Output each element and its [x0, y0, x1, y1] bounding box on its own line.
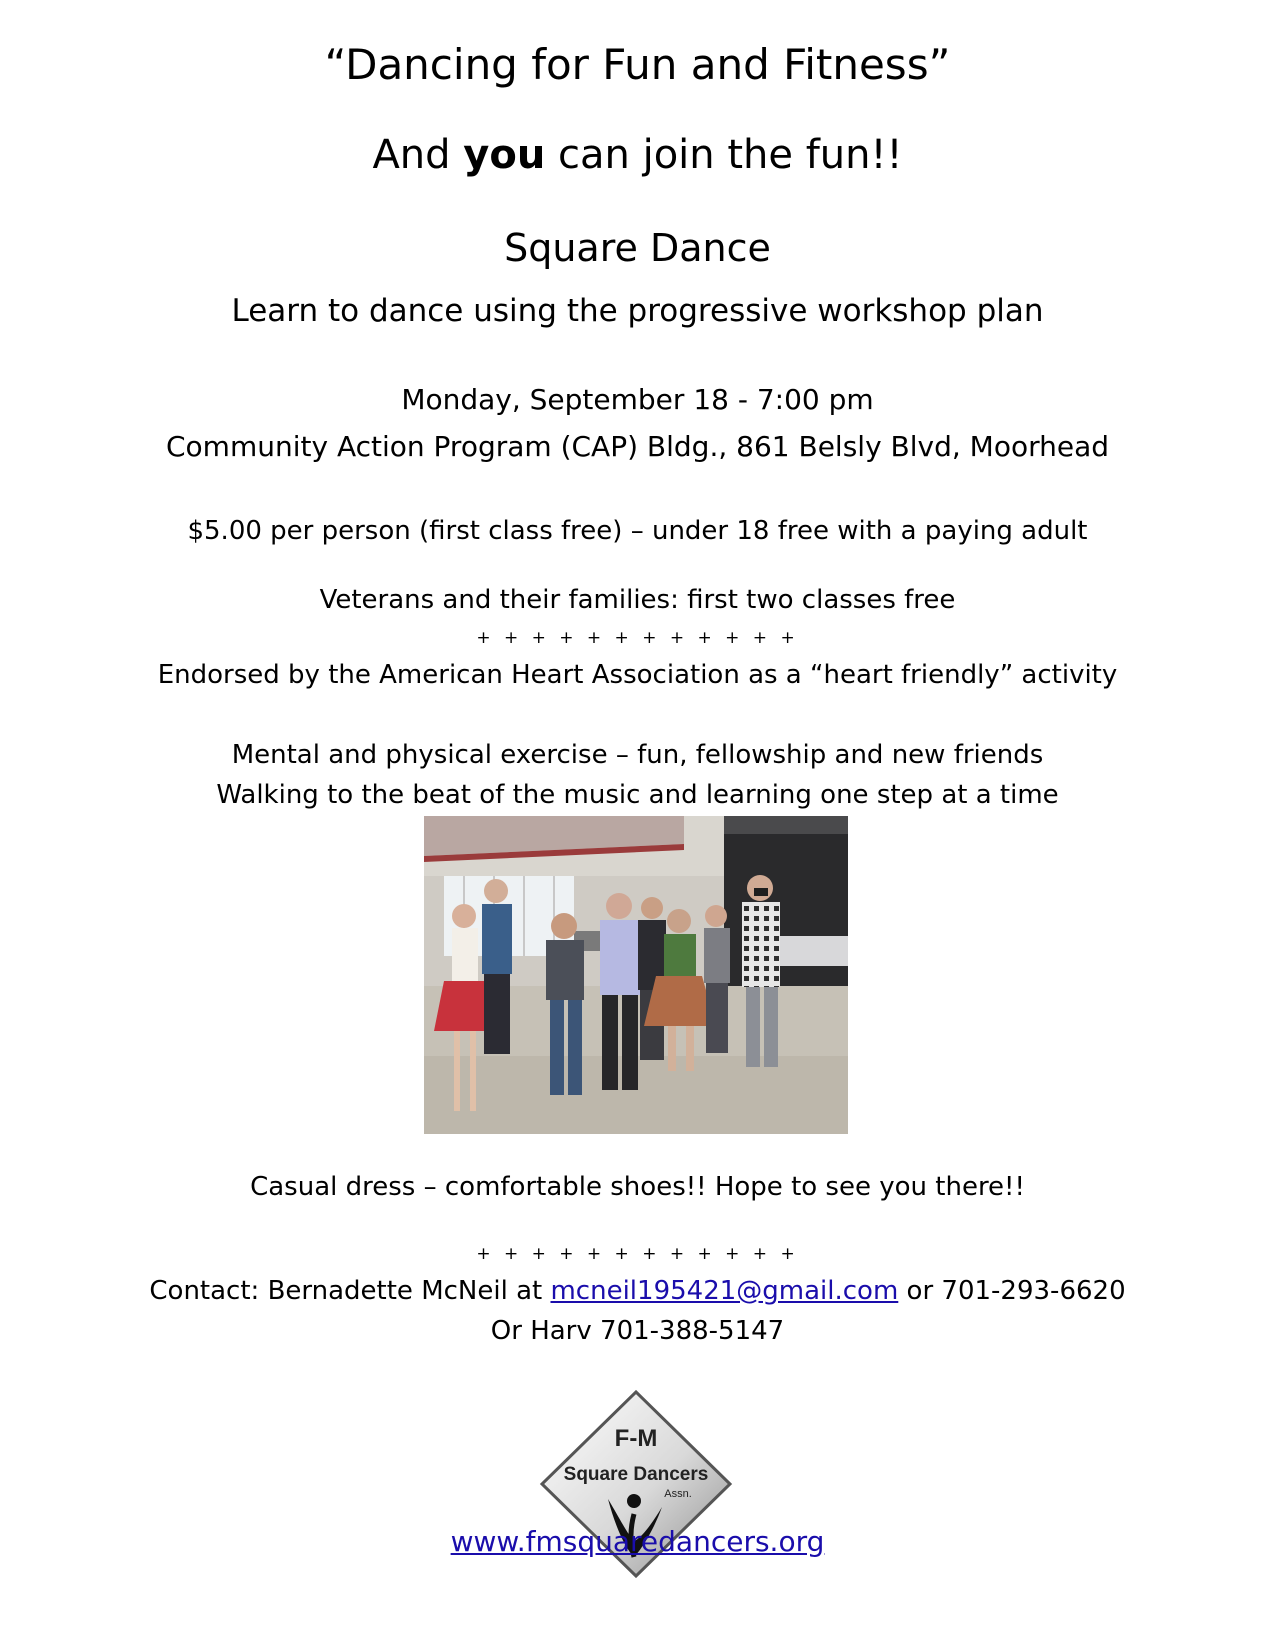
headline-join	[0, 132, 1275, 178]
contact-suffix: or 701-293-6620	[898, 1276, 1126, 1306]
headline-title: “Dancing for Fun and Fitness”	[324, 40, 951, 89]
benefit-endorsement: Endorsed by the American Heart Association as a “heart friendly” activity	[157, 660, 1118, 690]
website-link[interactable]: www.fmsquaredancers.org	[450, 1525, 825, 1558]
logo-line1: F-M	[614, 1425, 658, 1452]
event-subtitle: Learn to dance using the progressive workshop plan	[231, 293, 1044, 329]
separator-top: + + + + + + + + + + + +	[476, 628, 799, 648]
headline-join-emphasis: you	[463, 132, 546, 178]
headline-join-post: can join the fun!!	[545, 132, 903, 178]
website-line	[0, 1525, 1275, 1558]
pricing-fee: $5.00 per person (first class free) – under 18 free with a paying adult	[187, 516, 1088, 546]
logo-line2: Square Dancers	[563, 1464, 709, 1485]
event-datetime: Monday, September 18 - 7:00 pm	[401, 383, 874, 416]
contact-prefix: Contact: Bernadette McNeil at	[149, 1276, 551, 1306]
dress-note: Casual dress – comfortable shoes!! Hope to see you there!!	[250, 1172, 1025, 1202]
contact-email-link[interactable]: mcneil195421@gmail.com	[550, 1276, 899, 1306]
logo-line3: Assn.	[664, 1488, 692, 1500]
pricing-veterans: Veterans and their families: first two classes free	[319, 585, 956, 615]
contact-alt: Or Harv 701-388-5147	[490, 1316, 785, 1346]
dancers-photo	[424, 816, 848, 1134]
event-title: Square Dance	[504, 226, 771, 270]
headline-join-pre: And	[372, 132, 464, 178]
contact-line	[0, 1276, 1275, 1306]
event-location: Community Action Program (CAP) Bldg., 861 Belsly Blvd, Moorhead	[165, 430, 1110, 463]
separator-bottom: + + + + + + + + + + + +	[476, 1244, 799, 1264]
benefit-walking: Walking to the beat of the music and learning one step at a time	[216, 780, 1059, 810]
benefit-exercise: Mental and physical exercise – fun, fellowship and new friends	[231, 740, 1044, 770]
